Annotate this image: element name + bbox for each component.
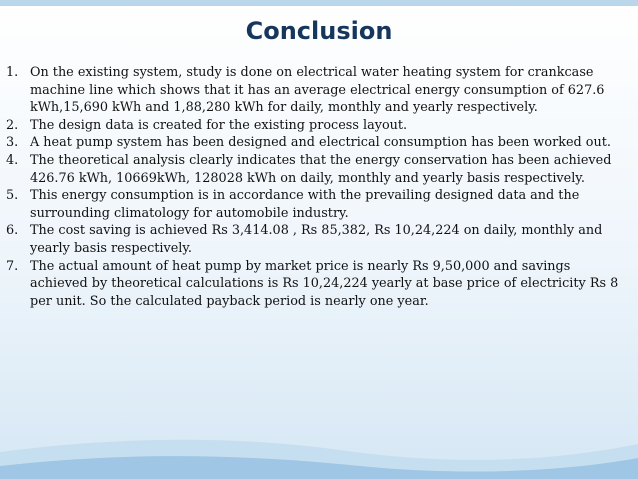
list-item-number: 5. bbox=[6, 188, 19, 204]
list-item-number: 1. bbox=[6, 65, 19, 80]
list-item-text: The actual amount of heat pump by market price is nearly Rs 9,50,000 and savings achieved by theoretical calculations is Rs 10,24,224 yearly at base price of electricity Rs 8 per unit. So the calculated payback period is nearly one year. bbox=[30, 258, 619, 309]
list-item bbox=[6, 64, 632, 117]
list-item-number: 6. bbox=[6, 223, 19, 239]
list-item-text: The design data is created for the existing process layout. bbox=[30, 117, 408, 133]
list-item-text: This energy consumption is in accordance with the prevailing designed data and the surrounding climatology for automobile industry. bbox=[30, 188, 580, 221]
list-item bbox=[6, 134, 632, 152]
list-item-text: A heat pump system has been designed and electrical consumption has been worked out. bbox=[30, 135, 611, 151]
list-item bbox=[6, 152, 632, 187]
list-item bbox=[6, 187, 632, 222]
list-item-number: 4. bbox=[6, 152, 19, 168]
list-item bbox=[6, 258, 632, 311]
list-item bbox=[6, 117, 632, 135]
list-item-text: The theoretical analysis clearly indicates that the energy conservation has been achieved 426.76 kWh, 10669kWh, 128028 kWh on daily, monthly and yearly basis respectively. bbox=[30, 152, 612, 186]
conclusion-list bbox=[6, 64, 632, 310]
list-item-number: 7. bbox=[6, 258, 19, 274]
list-item-text: The cost saving is achieved Rs 3,414.08 , Rs 85,382, Rs 10,24,224 on daily, monthly and yearly basis respectively. bbox=[30, 223, 603, 256]
top-decorative-band bbox=[0, 0, 638, 6]
list-item-number: 2. bbox=[6, 117, 19, 133]
slide-title: Conclusion bbox=[245, 17, 393, 45]
list-item-text: On the existing system, study is done on electrical water heating system for crankcase machine line which shows that it has an average electrical energy consumption of 627.6 kWh,15,690 kWh and 1,88,280 kWh for daily, monthly and yearly respectively. bbox=[30, 65, 605, 116]
list-item-number: 3. bbox=[6, 135, 19, 151]
bottom-wave-decoration bbox=[0, 430, 638, 479]
list-item bbox=[6, 222, 632, 257]
